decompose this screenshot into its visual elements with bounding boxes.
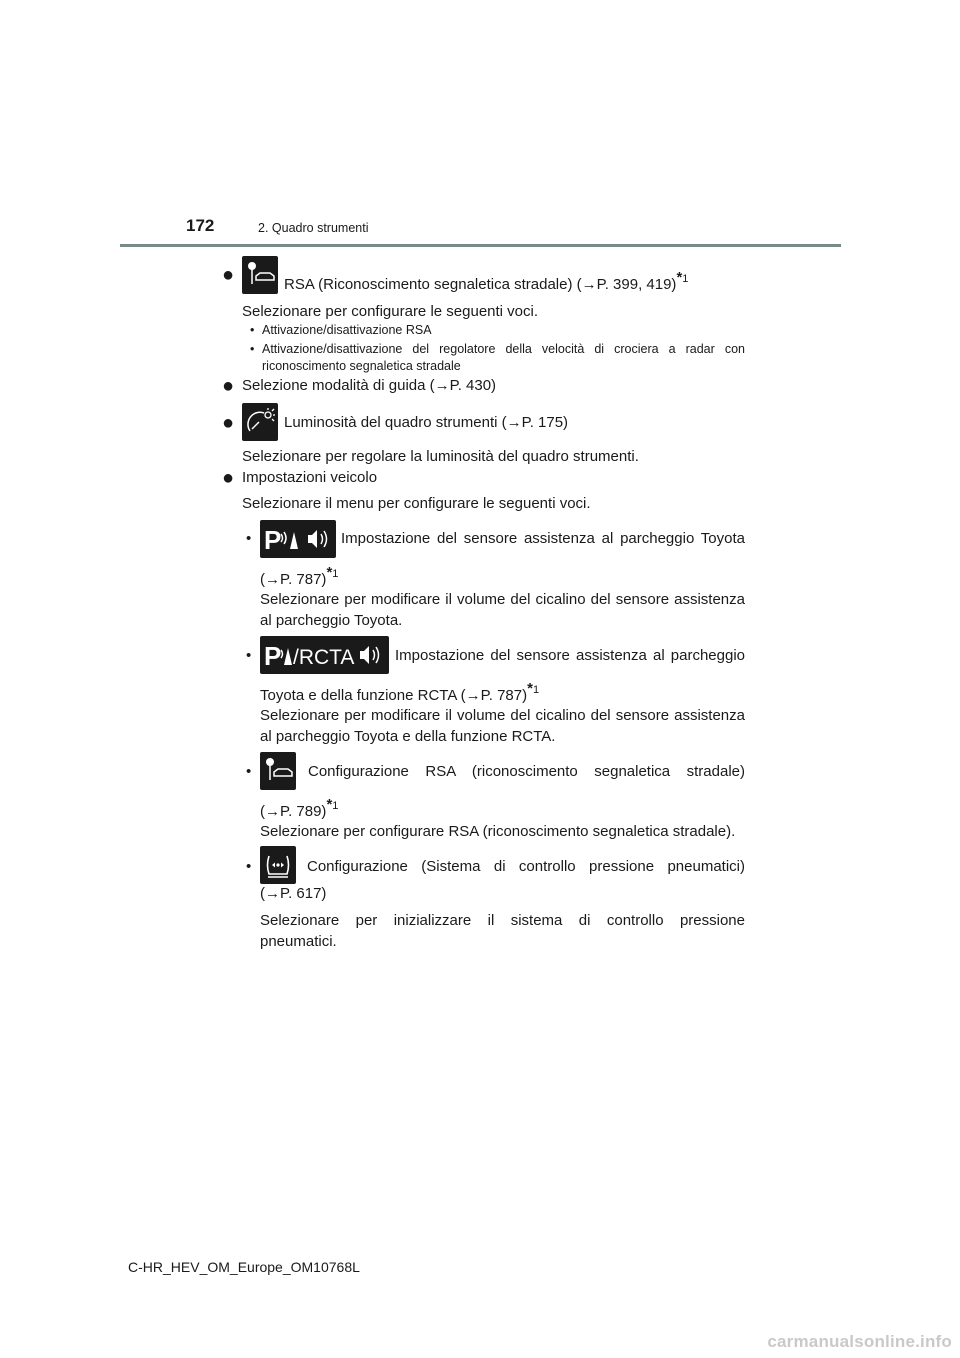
tire-pressure-title: Configurazione (Sistema di controllo pressione pneumatici)	[307, 858, 745, 875]
brightness-gauge-icon	[242, 403, 278, 441]
parking-rcta-desc-cont: al parcheggio Toyota e della funzione RCTA.	[260, 728, 556, 745]
list-item: •	[250, 342, 255, 356]
drive-mode-title: Selezione modalità di guida (→P. 430)	[242, 377, 497, 394]
list-item: •	[246, 647, 252, 664]
parking-sensor-rcta-volume-icon	[260, 636, 389, 674]
document-code: C-HR_HEV_OM_Europe_OM10768L	[128, 1259, 360, 1275]
svg-text:P: P	[264, 641, 282, 671]
bullet-icon: ●	[222, 467, 235, 489]
tire-pressure-ref: (→P. 617)	[260, 885, 327, 902]
svg-text:/RCTA: /RCTA	[293, 646, 355, 669]
rsa-sub-2-cont: riconoscimento segnaletica stradale	[262, 359, 461, 373]
tire-pressure-icon	[260, 846, 296, 884]
parking-rcta-ref: Toyota e della funzione RCTA (→P. 787)$^{*1}$	[260, 680, 540, 704]
list-item: •	[250, 323, 255, 337]
tire-pressure-desc-cont: pneumatici.	[260, 933, 337, 950]
rsa-config-desc: Selezionare per configurare RSA (riconoscimento segnaletica stradale).	[260, 823, 736, 840]
rsa-title: RSA (Riconoscimento segnaletica stradale) (→P. 399, 419)$^{*1}$	[284, 269, 689, 293]
watermark: carmanualsonline.info	[767, 1332, 952, 1351]
rsa-sub-1: Attivazione/disattivazione RSA	[262, 323, 432, 337]
rsa-sub-2: Attivazione/disattivazione del regolatore della velocità di crociera a radar con	[262, 342, 745, 356]
list-item: •	[246, 858, 252, 875]
brightness-title: Luminosità del quadro strumenti (→P. 175)	[284, 414, 569, 431]
section-title: 2. Quadro strumenti	[258, 221, 369, 235]
parking-rcta-desc: Selezionare per modificare il volume del cicalino del sensore assistenza	[260, 707, 745, 724]
bullet-icon: ●	[222, 375, 235, 397]
rsa-description: Selezionare per configurare le seguenti voci.	[242, 303, 539, 320]
parking-sensor-desc-cont: al parcheggio Toyota.	[260, 612, 403, 629]
rsa-sign-icon	[260, 752, 296, 790]
bullet-icon: ●	[222, 264, 235, 286]
parking-sensor-volume-icon	[260, 520, 336, 558]
parking-sensor-desc: Selezionare per modificare il volume del cicalino del sensore assistenza	[260, 591, 745, 608]
parking-sensor-title: Impostazione del sensore assistenza al parcheggio Toyota	[341, 530, 745, 547]
brightness-description: Selezionare per regolare la luminosità del quadro strumenti.	[242, 448, 639, 465]
tire-pressure-desc: Selezionare per inizializzare il sistema di controllo pressione	[260, 912, 745, 929]
bullet-icon: ●	[222, 412, 235, 434]
rsa-sign-icon	[242, 256, 278, 294]
rsa-config-ref: (→P. 789)$^{*1}$	[260, 796, 339, 820]
page-number: 172	[186, 216, 215, 235]
svg-text:P: P	[264, 525, 282, 555]
header-divider	[120, 244, 841, 247]
vehicle-settings-title: Impostazioni veicolo	[242, 469, 378, 486]
rsa-config-title: Configurazione RSA (riconoscimento segnaletica stradale)	[308, 763, 745, 780]
list-item: •	[246, 530, 252, 547]
vehicle-settings-description: Selezionare il menu per configurare le seguenti voci.	[242, 495, 591, 512]
list-item: •	[246, 763, 252, 780]
parking-rcta-title: Impostazione del sensore assistenza al parcheggio	[395, 647, 745, 664]
parking-sensor-ref: (→P. 787)$^{*1}$	[260, 564, 339, 588]
